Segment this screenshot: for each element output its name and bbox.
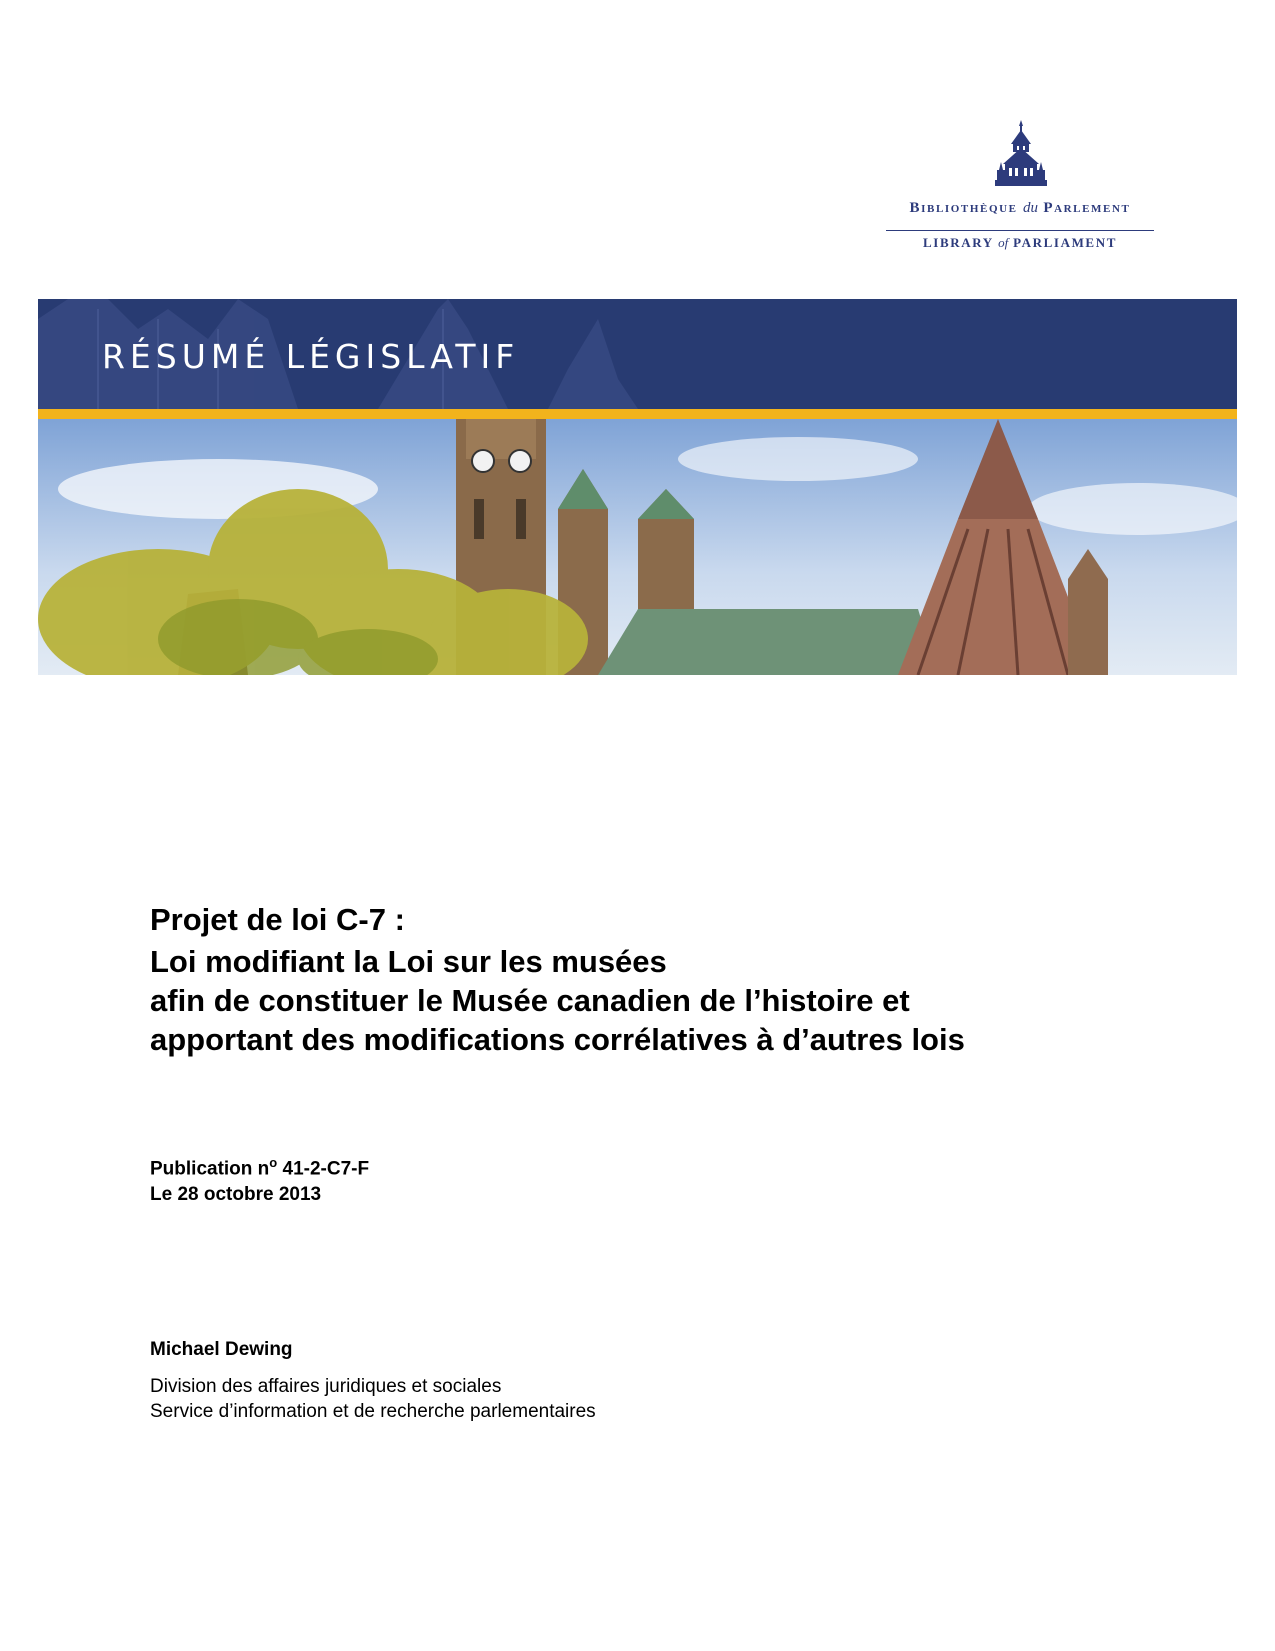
banner-title: RÉSUMÉ LÉGISLATIF: [102, 337, 520, 376]
bill-title-line: afin de constituer le Musée canadien de l’histoire et: [150, 983, 910, 1018]
author-division: Division des affaires juridiques et sociales: [150, 1376, 502, 1397]
logo-text-english: [880, 235, 1160, 251]
bill-title-line: apportant des modifications corrélatives à d’autres lois: [150, 1022, 965, 1057]
publication-label: Publication n: [150, 1158, 270, 1180]
publication-info: [150, 1150, 369, 1208]
logo-fr-part3: Parlement: [1043, 200, 1131, 216]
publication-date: Le 28 octobre 2013: [150, 1184, 322, 1206]
publication-superscript: o: [269, 1155, 278, 1170]
parliament-photo: [38, 419, 1237, 675]
publication-number: [150, 1150, 369, 1182]
library-of-parliament-logo: [880, 118, 1160, 258]
author-name: Michael Dewing: [150, 1339, 293, 1360]
bill-heading: Projet de loi C-7 :: [150, 902, 405, 937]
logo-en-part3: PARLIAMENT: [1013, 235, 1117, 250]
logo-fr-part1: Bibliothèque: [909, 200, 1018, 216]
logo-en-part2: of: [998, 235, 1009, 250]
publication-id: 41-2-C7-F: [282, 1158, 370, 1180]
logo-divider: [886, 230, 1154, 231]
banner-accent-line: [38, 409, 1237, 419]
cover-banner: [38, 299, 1237, 675]
bill-title-line: Loi modifiant la Loi sur les musées: [150, 944, 667, 979]
banner-band: [38, 299, 1237, 409]
logo-en-part1: LIBRARY: [923, 235, 994, 250]
library-dome-icon: [993, 118, 1049, 192]
author-block: [150, 1337, 596, 1424]
bill-title-block: [150, 900, 1150, 1059]
logo-fr-part2: du: [1022, 200, 1038, 216]
logo-text-french: [880, 200, 1160, 217]
author-service: Service d’information et de recherche parlementaires: [150, 1401, 596, 1422]
